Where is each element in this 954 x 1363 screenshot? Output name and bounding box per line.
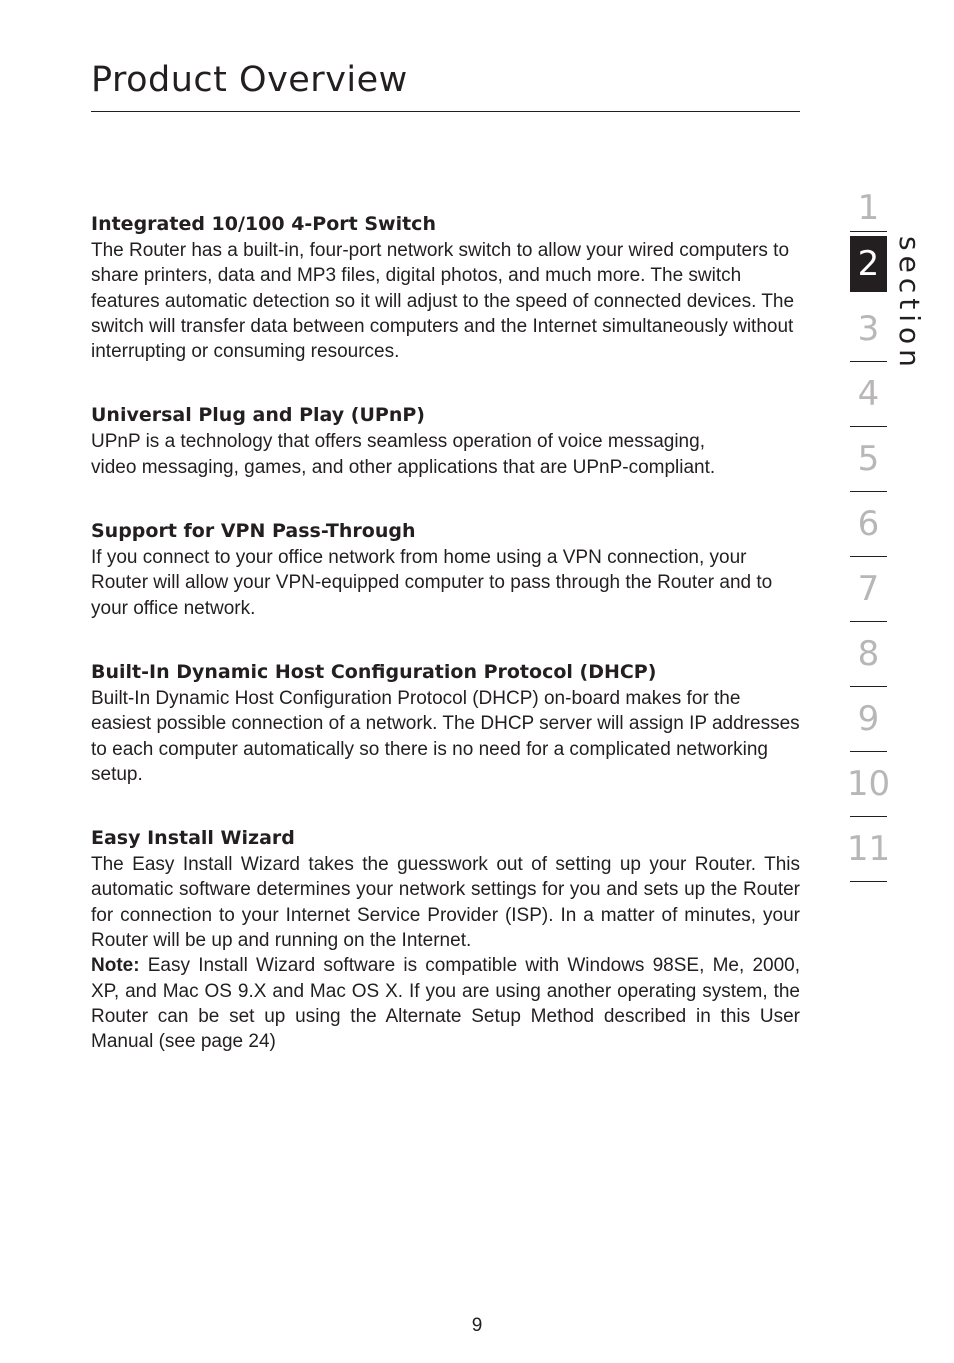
note-paragraph [91, 953, 800, 1054]
section-nav [846, 184, 891, 882]
section-heading: Support for VPN Pass-Through [91, 520, 416, 543]
section-body: If you connect to your office network from home using a VPN connection, your Router will allow your VPN-equipped computer to pass through the Router and to your office network. [91, 547, 773, 619]
section-tab-9[interactable]: 9 [850, 687, 887, 752]
section-tab-10[interactable]: 10 [850, 752, 887, 817]
page-number: 9 [471, 1315, 483, 1336]
section-body: Built-In Dynamic Host Configuration Protocol (DHCP) on-board makes for the easiest possible connection of a network. The DHCP server will assign IP addresses to each computer automatically so there is no need for a complicated networking setup. [91, 687, 800, 785]
section-heading: Universal Plug and Play (UPnP) [91, 404, 425, 427]
section-port-switch [91, 210, 800, 364]
section-tab-7[interactable]: 7 [850, 557, 887, 622]
section-tab-3[interactable]: 3 [850, 297, 887, 362]
section-tab-1[interactable]: 1 [850, 184, 887, 232]
note-text: Easy Install Wizard software is compatible with Windows 98SE, Me, 2000, XP, and Mac OS 9.X and Mac OS X. If you are using another operating system, the Router can be set up using the Alternate Setup Method described in this User Manual (see page 24) [91, 955, 800, 1053]
section-tab-6[interactable]: 6 [850, 492, 887, 557]
section-tab-5[interactable]: 5 [850, 427, 887, 492]
page-title: Product Overview [91, 60, 408, 100]
section-vpn [91, 517, 800, 621]
section-heading: Built-In Dynamic Host Configuration Protocol (DHCP) [91, 660, 657, 683]
title-divider [91, 111, 800, 112]
section-tab-2[interactable]: 2 [850, 236, 887, 292]
section-body: The Router has a built-in, four-port network switch to allow your wired computers to share printers, data and MP3 files, digital photos, and much more. The switch features automatic detection so it will adjust to the speed of connected devices. The switch will transfer data between computers and the Internet simultaneously without interrupting or consuming resources. [91, 240, 795, 363]
section-body: UPnP is a technology that offers seamless operation of voice messaging, video messaging, games, and other applications that are UPnP-compliant. [91, 431, 716, 478]
section-upnp [91, 401, 800, 480]
section-install-wizard [91, 824, 800, 1054]
section-tab-11[interactable]: 11 [850, 817, 887, 882]
note-label: Note: [91, 955, 140, 977]
section-heading: Integrated 10/100 4-Port Switch [91, 213, 436, 235]
section-dhcp [91, 658, 800, 787]
section-heading: Easy Install Wizard [91, 827, 295, 850]
section-tab-4[interactable]: 4 [850, 362, 887, 427]
section-tab-8[interactable]: 8 [850, 622, 887, 687]
section-body: The Easy Install Wizard takes the guesswork out of setting up your Router. This automatic software determines your network settings for you and sets up the Router for connection to your Internet Service Provider (ISP). In a matter of minutes, your Router will be up and running on the Internet. [91, 854, 800, 952]
section-label: section [893, 236, 926, 372]
main-content [91, 210, 800, 1092]
